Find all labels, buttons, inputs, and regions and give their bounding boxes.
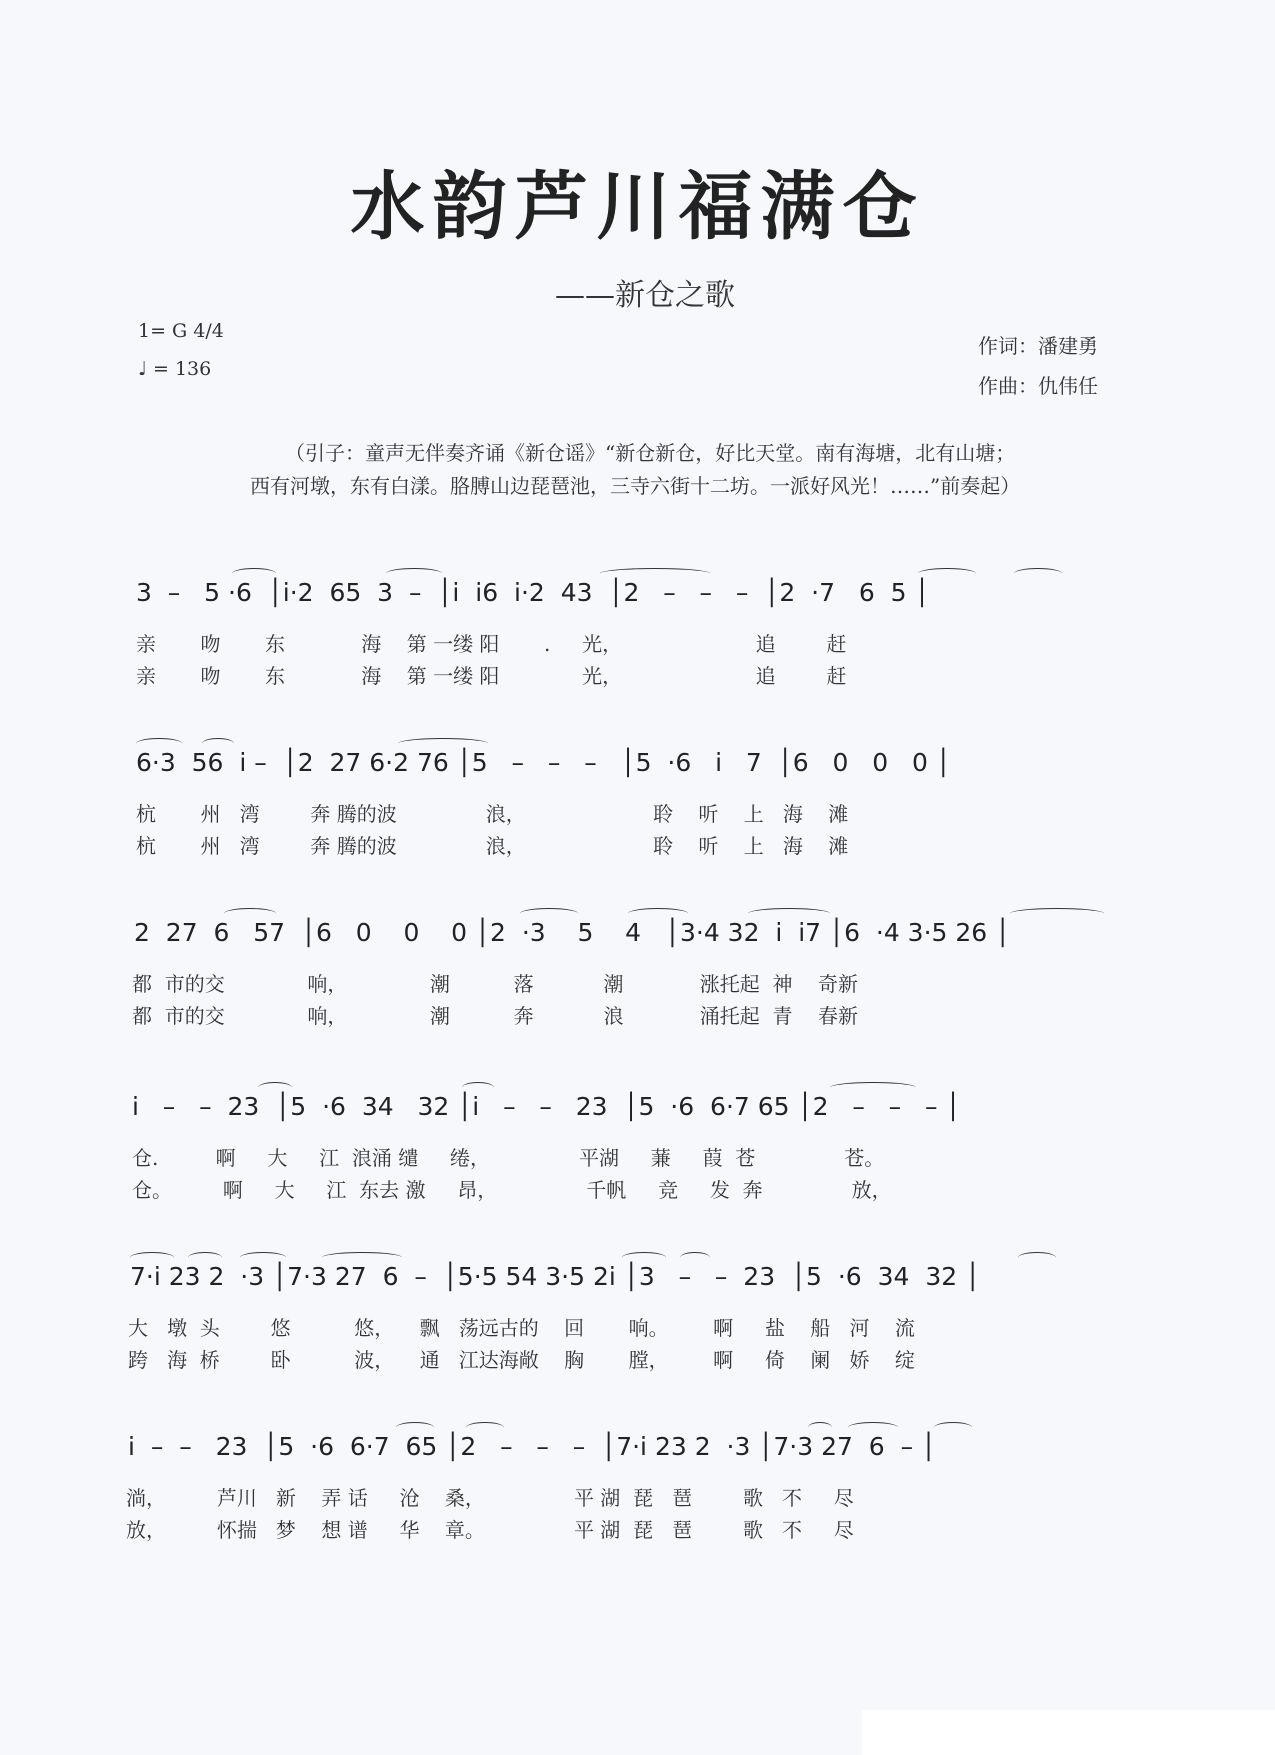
slur-mark	[1014, 568, 1062, 579]
scan-edge	[862, 1710, 1275, 1755]
song-subtitle: ——新仓之歌	[555, 278, 735, 313]
slur-mark	[188, 1252, 222, 1263]
slur-mark	[386, 568, 442, 579]
slur-mark	[918, 568, 976, 579]
slur-mark	[600, 568, 710, 579]
notation-row: 2 27 6 57 │6 0 0 0 │2 ·3 5 4 │3·4 32 i i7 │6 ·4 3·5 26 │	[134, 918, 1011, 947]
slur-mark	[466, 1422, 504, 1433]
lyric-verse-1: 都 市的交 响， 潮 落 潮 涨托起 神 奇新	[132, 972, 858, 996]
slur-mark	[398, 738, 488, 749]
notation-row: 7·i 23 2 ·3 │7·3 27 6 – │5·5 54 3·5 2i │3 – – 23 │5 ·6 34 32 │	[130, 1262, 981, 1291]
score-line-6	[0, 1432, 1275, 1562]
lyric-verse-2: 都 市的交 响， 潮 奔 浪 涌托起 青 春新	[132, 1004, 858, 1028]
lyric-verse-2: 仓。 啊 大 江 东去 激 昂， 千帆 竞 发 奔 放，	[132, 1178, 892, 1202]
lyric-verse-2: 杭 州 湾 奔 腾的波 浪， 聆 听 上 海 滩	[136, 834, 849, 858]
score-line-1	[0, 578, 1275, 708]
lyric-verse-1: 仓. 啊 大 江 浪涌 缱 绻， 平湖 蒹 葭 苍 苍。	[132, 1146, 885, 1170]
intro-note: （引子：童声无伴奏齐诵《新仓谣》“新仓新仓，好比天堂。南有海塘，北有山塘；西有河墩，东有白漾。胳膊山边琵琶池，三寺六街十二坊。一派好风光！……”前奏起）	[250, 441, 1021, 498]
composer-credit: 作曲：仇伟任	[978, 374, 1098, 398]
lyric-verse-1: 淌， 芦川 新 弄 话 沧 桑， 平 湖 琵 琶 歌 不 尽	[126, 1486, 854, 1510]
lyric-verse-1: 大 墩 头 悠 悠， 飘 荡远古的 回 响。 啊 盐 船 河 流	[128, 1316, 915, 1340]
slur-mark	[232, 568, 276, 579]
lyric-verse-1: 亲 吻 东 海 第 一缕 阳 . 光， 追 赶	[136, 632, 847, 656]
lyric-verse-2: 亲 吻 东 海 第 一缕 阳 光， 追 赶	[136, 664, 847, 688]
slur-mark	[680, 1252, 710, 1263]
slur-mark	[1010, 908, 1104, 919]
key-signature: 1= G 4/4	[138, 320, 224, 342]
slur-mark	[1018, 1252, 1056, 1263]
notation-row: i – – 23 │5 ·6 6·7 65 │2 – – – │7·i 23 2 ·3 │7·3 27 6 – │	[128, 1432, 937, 1461]
slur-mark	[224, 908, 276, 919]
lyric-verse-1: 杭 州 湾 奔 腾的波 浪， 聆 听 上 海 滩	[136, 802, 849, 826]
score-line-3	[0, 918, 1275, 1048]
slur-mark	[322, 1252, 402, 1263]
slur-mark	[258, 1082, 292, 1093]
slur-mark	[130, 1252, 174, 1263]
slur-mark	[808, 1422, 832, 1433]
lyricist-credit: 作词：潘建勇	[978, 334, 1098, 358]
slur-mark	[520, 908, 578, 919]
song-title: 水韵芦川福满仓	[350, 164, 925, 250]
lyric-verse-2: 跨 海 桥 卧 波， 通 江达海敞 胸 膛， 啊 倚 阑 娇 绽	[128, 1348, 915, 1372]
score-line-4	[0, 1092, 1275, 1222]
slur-mark	[462, 1082, 494, 1093]
score-line-5	[0, 1262, 1275, 1392]
slur-mark	[396, 1422, 434, 1433]
slur-mark	[748, 908, 830, 919]
slur-mark	[848, 1422, 898, 1433]
slur-mark	[240, 1252, 286, 1263]
score-line-2	[0, 748, 1275, 878]
notation-row: 3 – 5 ·6 │i·2 65 3 – │i i6 i·2 43 │2 – – – │2 ·7 6 5 │	[136, 578, 930, 607]
slur-mark	[622, 1252, 666, 1263]
slur-mark	[830, 1082, 916, 1093]
slur-mark	[628, 908, 688, 919]
slur-mark	[136, 738, 182, 749]
notation-row: 6·3 56 i – │2 27 6·2 76 │5 – – – │5 ·6 i 7 │6 0 0 0 │	[136, 748, 951, 777]
slur-mark	[202, 738, 234, 749]
notation-row: i – – 23 │5 ·6 34 32 │i – – 23 │5 ·6 6·7 65 │2 – – – │	[132, 1092, 961, 1121]
slur-mark	[934, 1422, 972, 1433]
lyric-verse-2: 放， 怀揣 梦 想 谱 华 章。 平 湖 琵 琶 歌 不 尽	[126, 1518, 854, 1542]
tempo-marking: ♩ = 136	[138, 358, 212, 380]
